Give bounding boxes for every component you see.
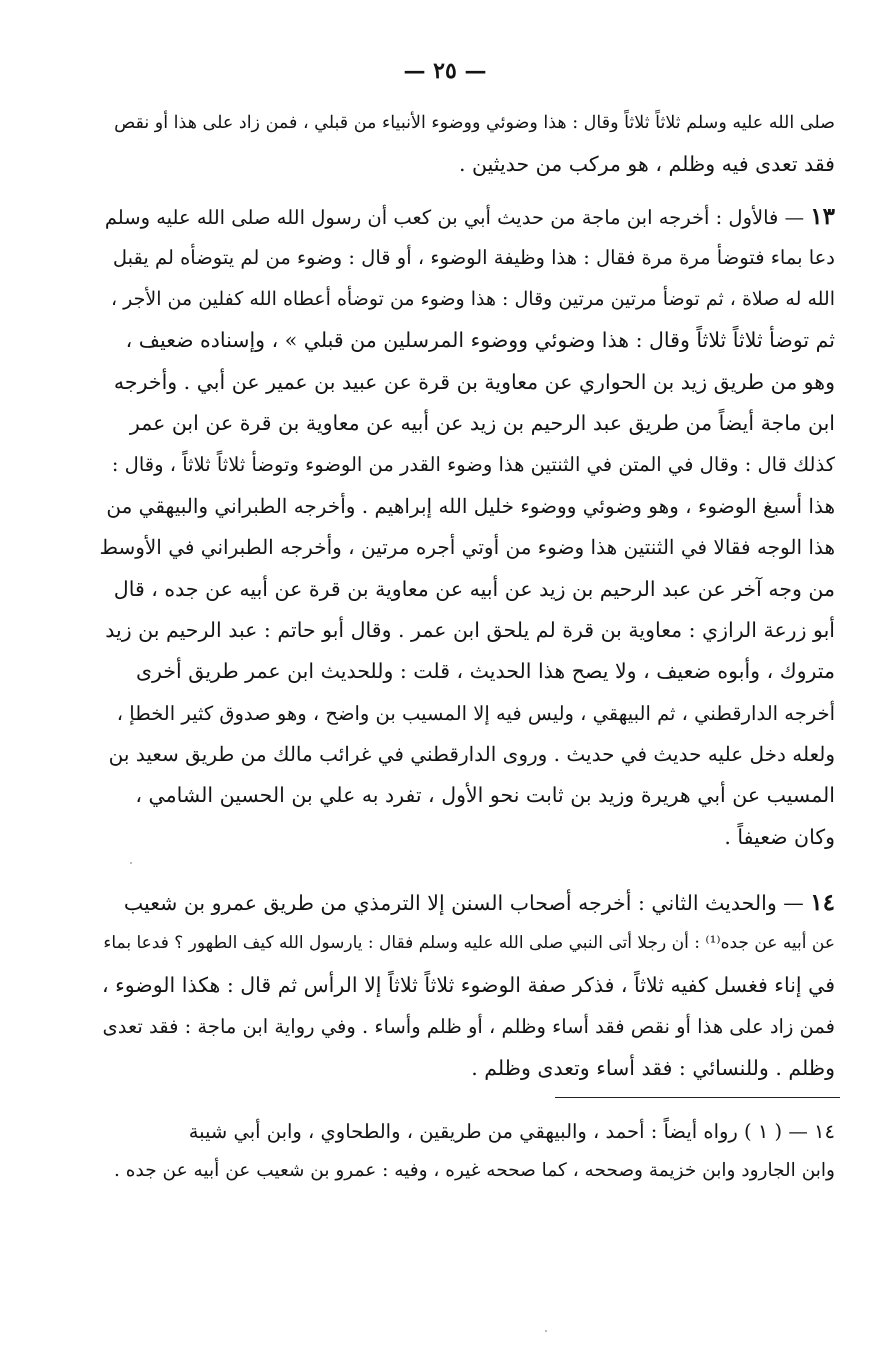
text-line: كذلك قال : وقال في المتن في الثنتين هذا وضوء القدر من الوضوء وتوضأ ثلاثاً ثلاثاً ، وقال : (111, 453, 835, 477)
footnotes (100, 1112, 835, 1190)
text-line: دعا بماء فتوضأ مرة مرة فقال : هذا وظيفة الوضوء ، أو قال : وضوء من لم يتوضأه لم يقبل (112, 246, 835, 270)
text-line: ابن ماجة أيضاً من طريق عبد الرحيم بن زيد عن أبيه عن معاوية بن قرة عن ابن عمر (129, 410, 835, 435)
text-line: عن أبيه عن جده⁽¹⁾ : أن رجلا أتى النبي صلى الله عليه وسلم فقال : يارسول الله كيف الطهور ؟ فدعا بماء (103, 933, 835, 954)
continuation-paragraph (100, 103, 835, 186)
paragraph-number: ١٣ (810, 203, 835, 230)
text-line: ولعله دخل عليه حديث في حديث . وروى الدارقطني في غرائب مالك من طريق سعيد بن (108, 742, 835, 767)
text-line: الله له صلاة ، ثم توضأ مرتين مرتين وقال : هذا وضوء من توضأه أعطاه الله كفلين من الأجر ، (110, 287, 835, 310)
text-line: هذا أسبغ الوضوء ، وهو وضوئي ووضوء خليل الله إبراهيم . وأخرجه الطبراني والبيهقي من (106, 493, 835, 518)
text-line: وهو من طريق زيد بن الحواري عن معاوية بن قرة عن عبيد بن عمير عن أبي . وأخرجه (113, 369, 835, 394)
paragraph-13 (100, 196, 835, 858)
footnote-separator (555, 1097, 840, 1098)
text-line: وظلم . وللنسائي : فقد أساء وتعدى وظلم . (471, 1055, 835, 1080)
text-line: متروك ، وأبوه ضعيف ، ولا يصح هذا الحديث ، قلت : وللحديث ابن عمر طريق أخرى (135, 659, 835, 684)
paragraph-number: ١٤ (810, 889, 835, 916)
text-line: هذا الوجه فقالا في الثنتين هذا وضوء من أوتي أجره مرتين ، وأخرجه الطبراني في الأوسط (100, 535, 835, 560)
paper-speck (130, 862, 132, 864)
text-line-content: — والحديث الثاني : أخرجه أصحاب السنن إلا الترمذي من طريق عمرو بن شعيب (123, 891, 804, 915)
text-line (100, 196, 835, 237)
page-number: — ٢٥ — (403, 58, 487, 84)
text-line: صلى الله عليه وسلم ثلاثاً ثلاثاً وقال : هذا وضوئي ووضوء الأنبياء من قبلي ، فمن زاد على هذا أو نقص (114, 113, 835, 133)
text-line: في إناء فغسل كفيه ثلاثاً ، فذكر صفة الوضوء ثلاثاً ثلاثاً إلا الرأس ثم قال : هكذا الوضوء ، (101, 972, 835, 997)
paragraph-14 (100, 882, 835, 1089)
text-line: ثم توضأ ثلاثاً ثلاثاً وقال : هذا وضوئي ووضوء المرسلين من قبلي » ، وإسناده ضعيف ، (125, 328, 835, 353)
paper-speck (545, 1330, 547, 1332)
text-line: أخرجه الدارقطني ، ثم البيهقي ، وليس فيه إلا المسيب بن واضح ، وهو صدوق كثير الخطإ ، (116, 701, 835, 725)
text-line: وكان ضعيفاً . (724, 824, 835, 849)
text-line: أبو زرعة الرازي : معاوية بن قرة لم يلحق ابن عمر . وقال أبو حاتم : عبد الرحيم بن زيد (105, 617, 835, 642)
text-line (100, 882, 835, 923)
text-line: من وجه آخر عن عبد الرحيم بن زيد عن أبيه عن معاوية بن قرة عن أبيه عن جده ، قال (113, 576, 835, 601)
footnote-line: ١٤ — ( ١ ) رواه أيضاً : أحمد ، والبيهقي من طريقين ، والطحاوي ، وابن أبي شيبة (188, 1120, 835, 1143)
text-line-content: — فالأول : أخرجه ابن ماجة من حديث أبي بن كعب أن رسول الله صلى الله عليه وسلم (104, 206, 805, 229)
text-line: فقد تعدى فيه وظلم ، هو مركب من حديثين . (458, 152, 835, 177)
text-line: المسيب عن أبي هريرة وزيد بن ثابت نحو الأول ، تفرد به علي بن الحسين الشامي ، (135, 783, 835, 808)
footnote-line: وابن الجارود وابن خزيمة وصححه ، كما صححه غيره ، وفيه : عمرو بن شعيب عن أبيه عن جده . (114, 1160, 835, 1181)
text-line: فمن زاد على هذا أو نقص فقد أساء وظلم ، أو ظلم وأساء . وفي رواية ابن ماجة : فقد تعدى (102, 1015, 835, 1039)
